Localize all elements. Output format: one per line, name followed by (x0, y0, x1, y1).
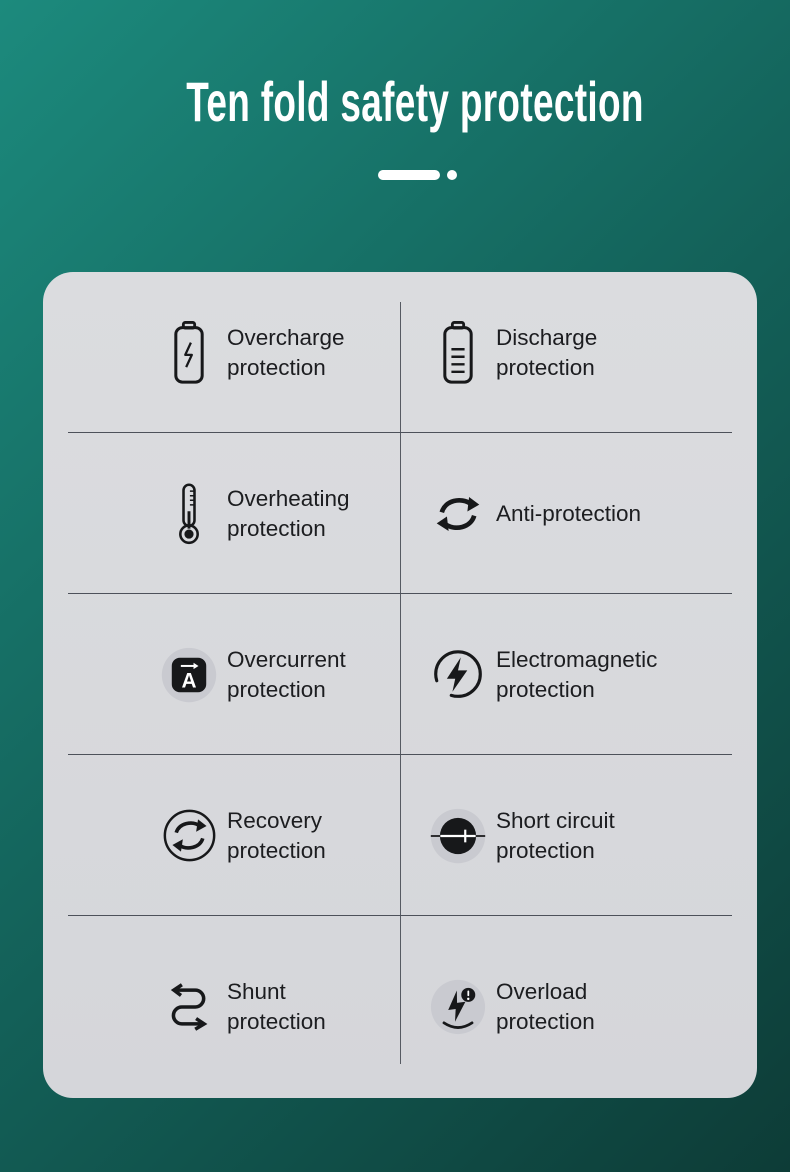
feature-label: Electromagnetic protection (496, 646, 658, 702)
feature-overcurrent-protection (43, 594, 400, 755)
feature-label: Anti-protection (496, 500, 642, 526)
features-grid (43, 272, 757, 1098)
ampere-badge-icon (160, 639, 218, 711)
feature-label: Recovery protection (227, 807, 326, 863)
feature-label: Discharge protection (496, 324, 598, 380)
battery-discharging-icon (429, 317, 487, 389)
battery-charging-icon (160, 317, 218, 389)
feature-label: Shunt protection (227, 979, 326, 1034)
page-title: Ten fold safety protection (186, 70, 644, 133)
feature-overheating-protection (43, 433, 400, 594)
page-header (0, 0, 790, 180)
feature-anti-protection (400, 433, 757, 594)
feature-label: Overcharge protection (227, 324, 345, 380)
feature-discharge-protection (400, 272, 757, 433)
svg-text:A: A (181, 669, 197, 693)
lightning-circle-icon (429, 639, 487, 711)
feature-label: Overload protection (496, 979, 595, 1034)
feature-row-2 (43, 433, 757, 594)
feature-label: Short circuit protection (496, 807, 615, 863)
feature-electromagnetic-protection (400, 594, 757, 755)
overload-bolt-icon (429, 971, 487, 1043)
feature-row-4 (43, 755, 757, 916)
feature-overcharge-protection (43, 272, 400, 433)
feature-label: Overheating protection (227, 485, 350, 541)
feature-shunt-protection (43, 916, 400, 1098)
sync-arrows-icon (429, 478, 487, 550)
safety-features-card (43, 272, 757, 1098)
feature-recovery-protection (43, 755, 400, 916)
title-underline (22, 170, 790, 180)
underline-dot (447, 170, 457, 180)
thermometer-icon (160, 478, 218, 550)
feature-short-circuit-protection (400, 755, 757, 916)
underline-dash (378, 170, 440, 180)
feature-row-1 (43, 272, 757, 433)
feature-row-5 (43, 916, 757, 1098)
feature-overload-protection (400, 916, 757, 1098)
feature-label: Overcurrent protection (227, 646, 346, 702)
cycle-circle-icon (160, 800, 218, 872)
shunt-arrows-icon (160, 971, 218, 1043)
short-circuit-node-icon (429, 800, 487, 872)
feature-row-3 (43, 594, 757, 755)
